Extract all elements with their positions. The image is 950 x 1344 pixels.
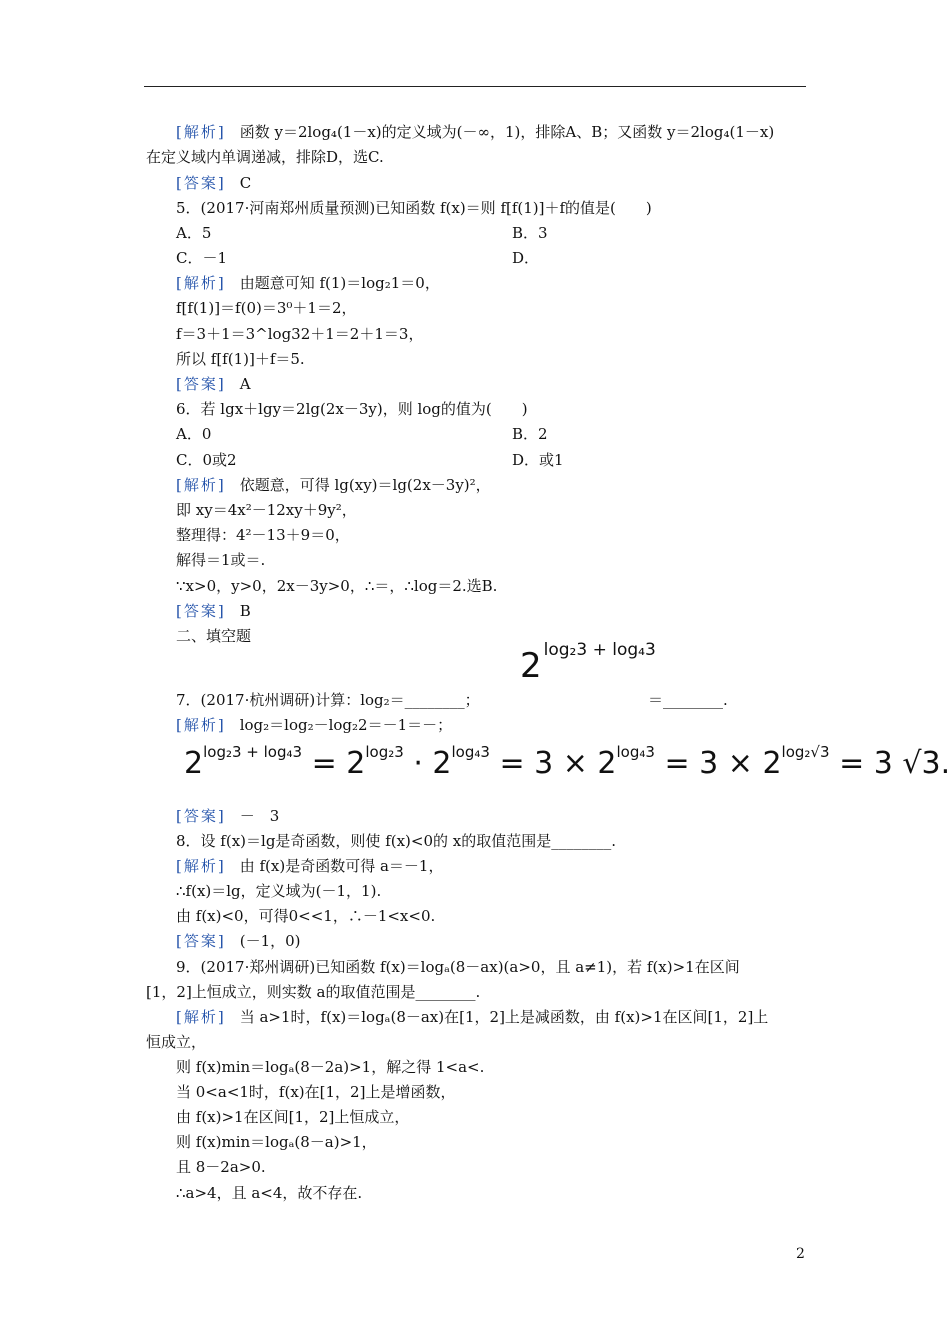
q5-option-a: A．5 xyxy=(176,224,212,242)
q6-analysis-line2: 即 xy＝4x²－12xy＋9y²， xyxy=(176,501,357,519)
q5-analysis-line3: f＝3＋1＝3^log32＋1＝2＋1＝3， xyxy=(176,325,424,343)
q6-analysis-line3: 整理得：4²－13＋9＝0， xyxy=(176,526,350,544)
answer-tag: [答案] xyxy=(176,807,226,825)
q9-analysis-line4: 当 0<a<1时，f(x)在[1，2]上是增函数， xyxy=(176,1083,456,1101)
q9-analysis-line1: [解析] 当 a>1时，f(x)＝logₐ(8－ax)在[1，2]上是减函数，由 f(x)>1在区间[1，2]上 xyxy=(176,1008,769,1026)
analysis-tag: [解析] xyxy=(176,274,226,292)
q5-analysis-line2: f[f(1)]＝f(0)＝3⁰＋1＝2， xyxy=(176,299,357,317)
q6-answer: [答案] B xyxy=(176,602,251,620)
q8-answer: [答案] (－1，0) xyxy=(176,932,301,950)
q7-answer: [答案] － 3 xyxy=(176,807,280,825)
q5-analysis-line4: 所以 f[f(1)]＋f＝5. xyxy=(176,350,305,368)
q4-analysis-line1: [解析] 函数 y＝2log₄(1－x)的定义域为(－∞，1)，排除A、B；又函数 y＝2log₄(1－x) xyxy=(176,123,775,141)
q6-option-b: B．2 xyxy=(512,425,548,443)
page-number: 2 xyxy=(796,1246,805,1262)
analysis-tag: [解析] xyxy=(176,123,226,141)
q6-option-c: C．0或2 xyxy=(176,451,237,469)
q6-analysis-line1: [解析] 依题意，可得 lg(xy)＝lg(2x－3y)²， xyxy=(176,476,491,494)
q4-answer: [答案] C xyxy=(176,174,252,192)
q7-formula-image: 2 log₂3 + log₄3 xyxy=(520,640,656,686)
answer-tag: [答案] xyxy=(176,602,226,620)
q4-analysis-line2: 在定义域内单调递减，排除D，选C. xyxy=(146,148,384,166)
q5-answer: [答案] A xyxy=(176,375,251,393)
answer-tag: [答案] xyxy=(176,932,226,950)
q8-analysis-line3: 由 f(x)<0，可得0<<1，∴－1<x<0. xyxy=(176,907,436,925)
q5-option-c: C．－1 xyxy=(176,249,228,267)
q9-analysis-line8: ∴a>4，且 a<4，故不存在. xyxy=(176,1184,363,1202)
analysis-tag: [解析] xyxy=(176,857,226,875)
q6-analysis-line4: 解得＝1或＝. xyxy=(176,551,266,569)
q9-analysis-line2: 恒成立， xyxy=(146,1033,207,1051)
q7-stem: 7．(2017·杭州调研)计算：log₂＝________； xyxy=(176,691,480,709)
q5-option-d: D． xyxy=(512,249,540,267)
answer-tag: [答案] xyxy=(176,375,226,393)
q8-analysis-line2: ∴f(x)＝lg，定义域为(－1，1). xyxy=(176,882,382,900)
q6-option-d: D．或1 xyxy=(512,451,564,469)
analysis-tag: [解析] xyxy=(176,716,226,734)
q9-analysis-line7: 且 8－2a>0. xyxy=(176,1158,266,1176)
q9-stem-line1: 9．(2017·郑州调研)已知函数 f(x)＝logₐ(8－ax)(a>0，且 a≠1)，若 f(x)>1在区间 xyxy=(176,958,740,976)
q9-stem-line2: [1，2]上恒成立，则实数 a的取值范围是________. xyxy=(146,983,481,1001)
q9-analysis-line5: 由 f(x)>1在区间[1，2]上恒成立， xyxy=(176,1108,410,1126)
q5-option-b: B．3 xyxy=(512,224,548,242)
q8-stem: 8．设 f(x)＝lg是奇函数，则使 f(x)<0的 x的取值范围是________. xyxy=(176,832,617,850)
q5-stem: 5．(2017·河南郑州质量预测)已知函数 f(x)＝则 f[f(1)]＋f的值是( ) xyxy=(176,199,652,217)
header-rule xyxy=(144,86,806,87)
q7-stem-tail: ＝________. xyxy=(648,691,728,709)
q7-derivation-formula: $2^{log_23 + log_43} = 2^{log_23} \cdot 2^{log_43} = 3 \times 2^{log_43} = 3 \times 2^{log_2√3} = 3$ √3. xyxy=(184,743,950,781)
q6-stem: 6．若 lgx＋lgy＝2lg(2x－3y)，则 log的值为( ) xyxy=(176,400,528,418)
q9-analysis-line3: 则 f(x)min＝logₐ(8－2a)>1，解之得 1<a<. xyxy=(176,1058,485,1076)
q7-analysis-line1: [解析] log₂＝log₂－log₂2＝－1＝－； xyxy=(176,716,453,734)
analysis-tag: [解析] xyxy=(176,1008,226,1026)
q5-analysis-line1: [解析] 由题意可知 f(1)＝log₂1＝0， xyxy=(176,274,440,292)
analysis-tag: [解析] xyxy=(176,476,226,494)
q6-analysis-line5: ∵x>0，y>0，2x－3y>0，∴＝，∴log＝2.选B. xyxy=(176,577,498,595)
q8-analysis-line1: [解析] 由 f(x)是奇函数可得 a＝－1， xyxy=(176,857,444,875)
q9-analysis-line6: 则 f(x)min＝logₐ(8－a)>1， xyxy=(176,1133,377,1151)
q6-option-a: A．0 xyxy=(176,425,212,443)
section-title-fill-blank: 二、填空题 xyxy=(176,627,252,645)
answer-tag: [答案] xyxy=(176,174,226,192)
